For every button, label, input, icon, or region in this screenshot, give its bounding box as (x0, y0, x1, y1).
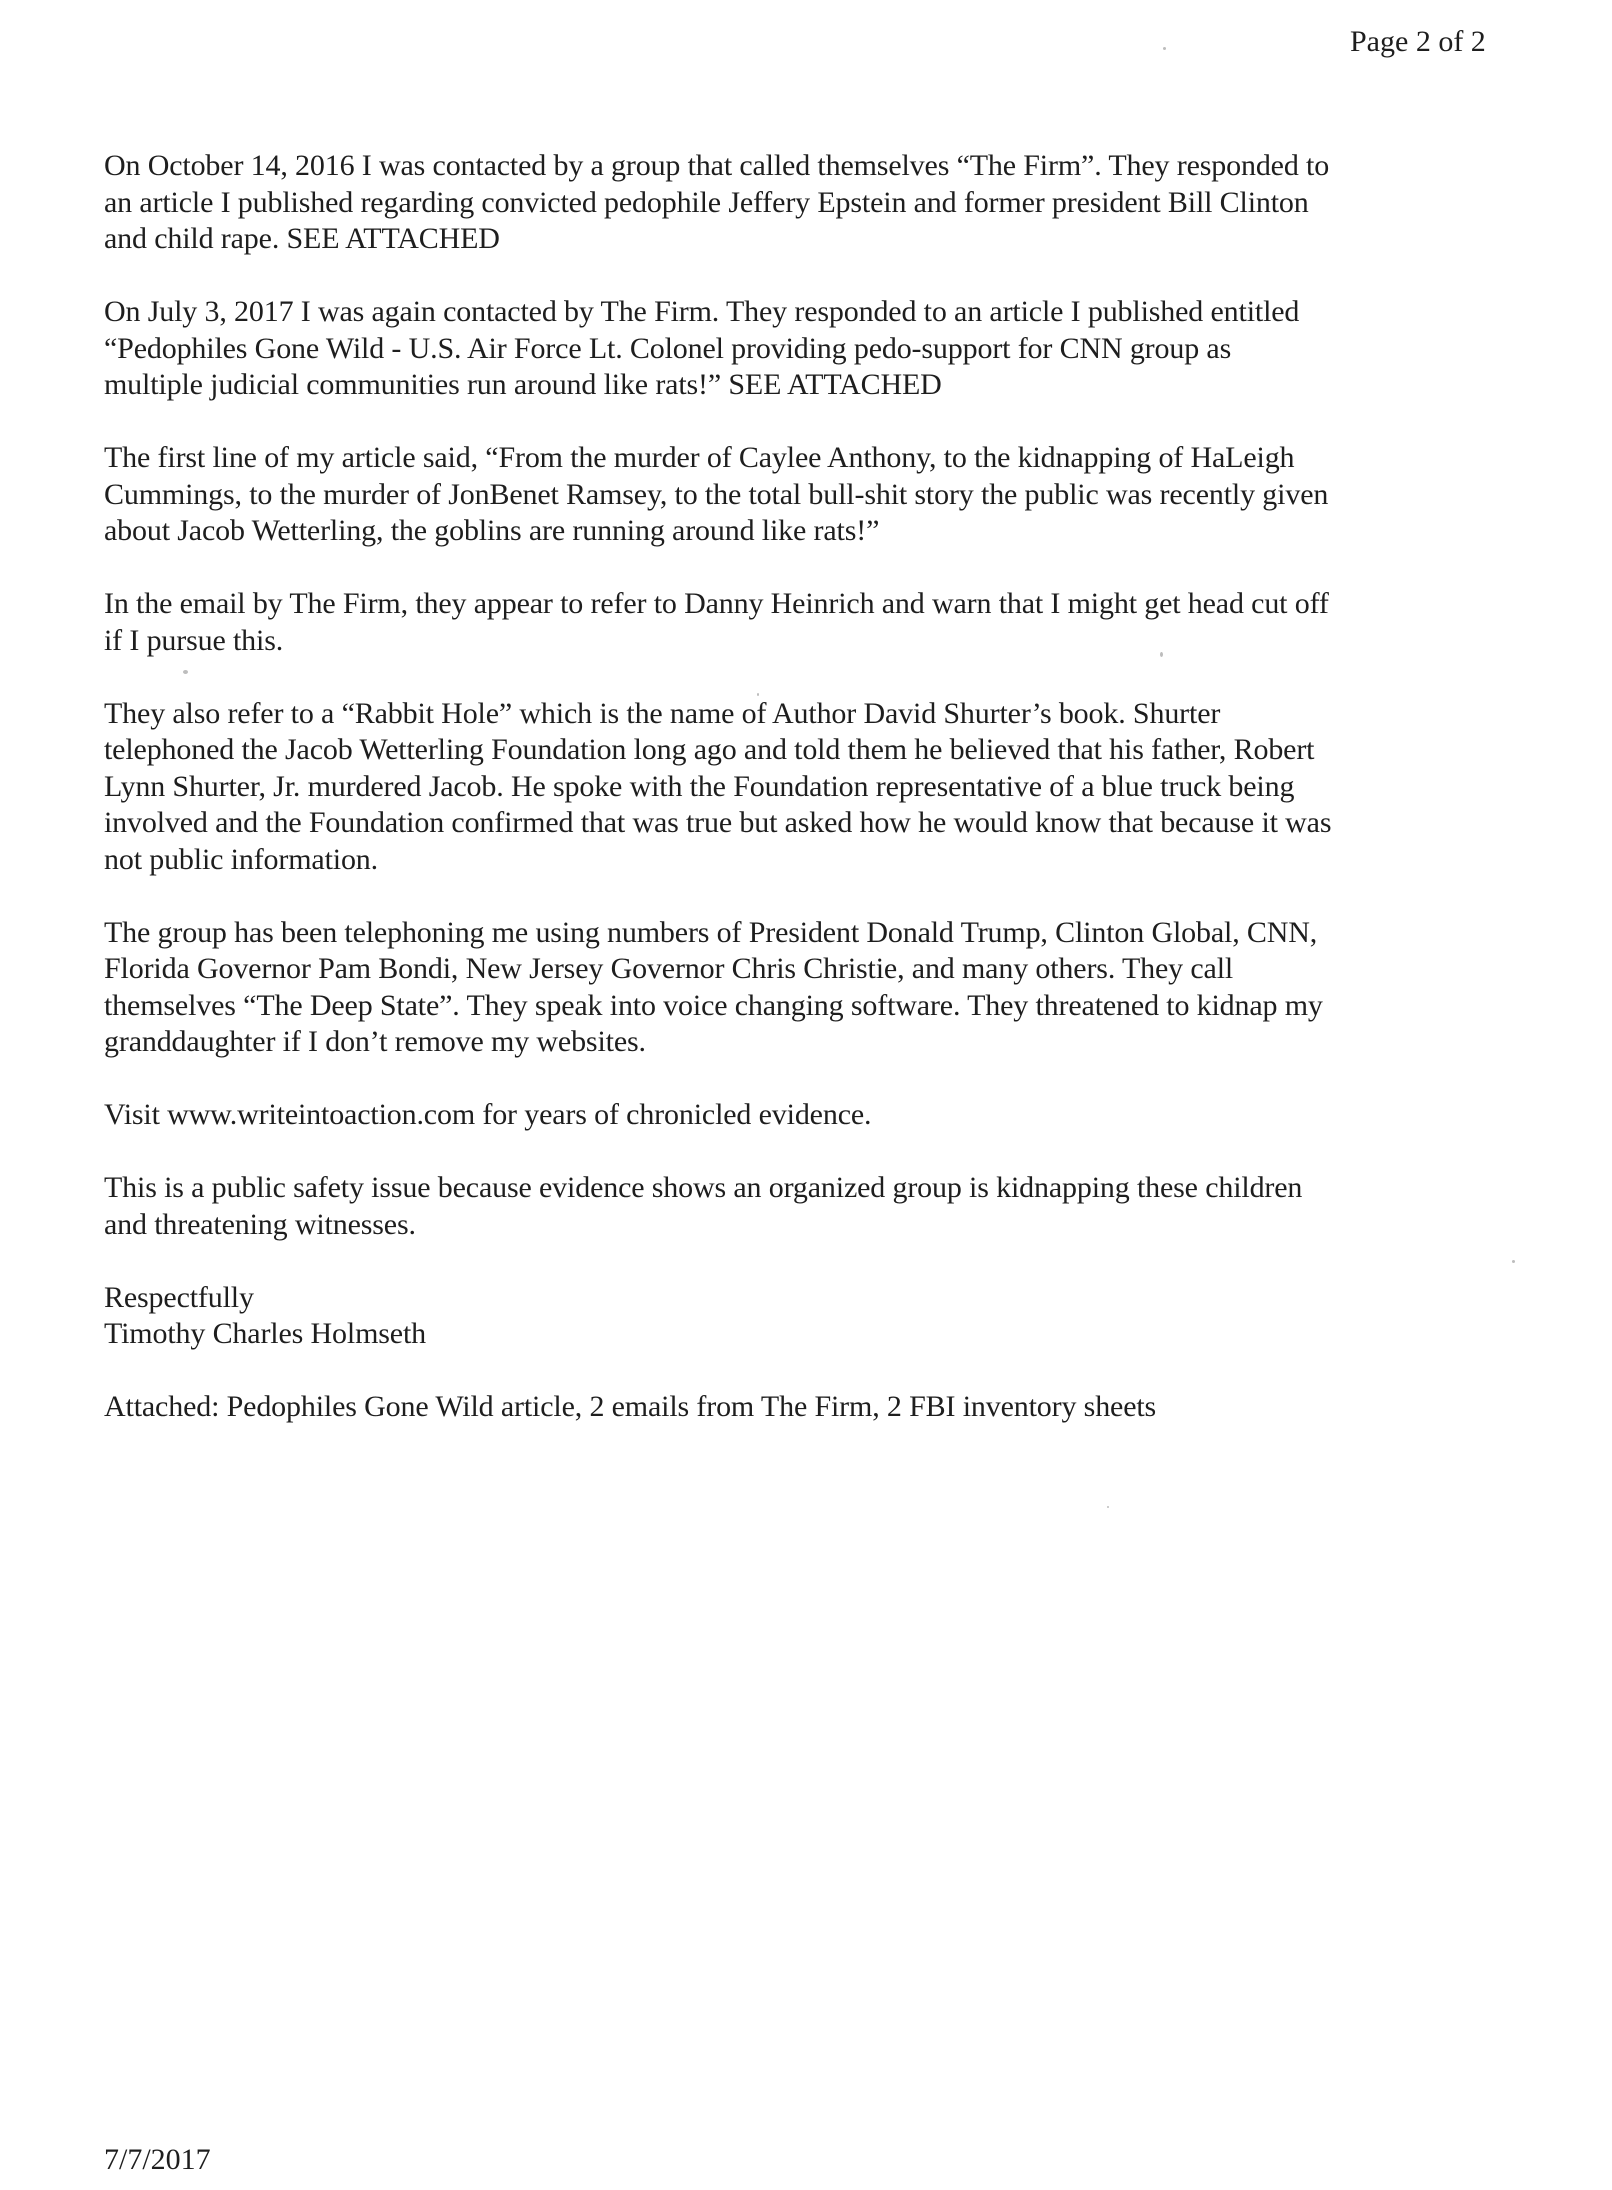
paragraph-rabbit-hole (104, 696, 1544, 879)
paragraph-telephoning (104, 915, 1544, 1061)
text-line: multiple judicial communities run around like rats!” SEE ATTACHED (104, 368, 942, 401)
paragraph-second-contact (104, 294, 1544, 404)
paragraph-first-contact (104, 148, 1544, 258)
text-line: an article I published regarding convicted pedophile Jeffery Epstein and former president Bill Clinton (104, 185, 1309, 219)
paragraph-website (104, 1097, 1544, 1134)
scan-speck (1107, 1506, 1109, 1508)
text-line: Florida Governor Pam Bondi, New Jersey Governor Chris Christie, and many others. They call (104, 952, 1234, 985)
text-line: The group has been telephoning me using numbers of President Donald Trump, Clinton Global, CNN, (104, 915, 1318, 949)
text-line: and threatening witnesses. (104, 1207, 416, 1241)
text-line: The first line of my article said, “From the murder of Caylee Anthony, to the kidnapping of HaLeigh (104, 441, 1295, 474)
attachments-text: Attached: Pedophiles Gone Wild article, 2 emails from The Firm, 2 FBI inventory sheets (104, 1390, 1157, 1423)
salutation: Respectfully (104, 1280, 254, 1314)
text-line: Visit www.writeintoaction.com for years of chronicled evidence. (104, 1098, 872, 1131)
paragraph-article-quote (104, 440, 1544, 550)
closing-block (104, 1280, 1544, 1353)
text-line: On July 3, 2017 I was again contacted by The Firm. They responded to an article I published entitled (104, 295, 1300, 328)
letter-body (104, 148, 1544, 1462)
text-line: involved and the Foundation confirmed that was true but asked how he would know that because it was (104, 806, 1332, 839)
text-line: about Jacob Wetterling, the goblins are running around like rats!” (104, 514, 880, 547)
scan-speck (757, 693, 759, 696)
footer-date (104, 2142, 211, 2178)
text-line: On October 14, 2016 I was contacted by a group that called themselves “The Firm”. They responded to (104, 149, 1330, 182)
page-header (1350, 24, 1486, 60)
text-line: if I pursue this. (104, 623, 284, 657)
text-line: “Pedophiles Gone Wild - U.S. Air Force Lt. Colonel providing pedo-support for CNN group as (104, 331, 1232, 365)
text-line: They also refer to a “Rabbit Hole” which is the name of Author David Shurter’s book. Shurter (104, 696, 1221, 730)
text-line: Cummings, to the murder of JonBenet Ramsey, to the total bull-shit story the public was recently given (104, 477, 1329, 511)
scan-speck (1512, 1260, 1515, 1263)
text-line: This is a public safety issue because evidence shows an organized group is kidnapping these children (104, 1171, 1303, 1204)
signature-name: Timothy Charles Holmseth (104, 1317, 426, 1350)
attachments-list (104, 1389, 1544, 1426)
text-line: and child rape. SEE ATTACHED (104, 222, 500, 255)
scan-speck (183, 670, 188, 674)
text-line: themselves “The Deep State”. They speak into voice changing software. They threatened to kidnap my (104, 988, 1323, 1022)
text-line: granddaughter if I don’t remove my websites. (104, 1025, 646, 1058)
paragraph-email-warning (104, 586, 1544, 659)
date-text: 7/7/2017 (104, 2143, 211, 2176)
text-line: not public information. (104, 842, 379, 876)
scan-speck (1163, 47, 1166, 50)
text-line: In the email by The Firm, they appear to refer to Danny Heinrich and warn that I might get head cut off (104, 587, 1329, 620)
paragraph-public-safety (104, 1170, 1544, 1243)
scan-speck (1160, 652, 1163, 657)
text-line: telephoned the Jacob Wetterling Foundation long ago and told them he believed that his father, Robert (104, 733, 1315, 766)
page-number: Page 2 of 2 (1350, 25, 1486, 58)
text-line: Lynn Shurter, Jr. murdered Jacob. He spoke with the Foundation representative of a blue truck being (104, 769, 1295, 803)
